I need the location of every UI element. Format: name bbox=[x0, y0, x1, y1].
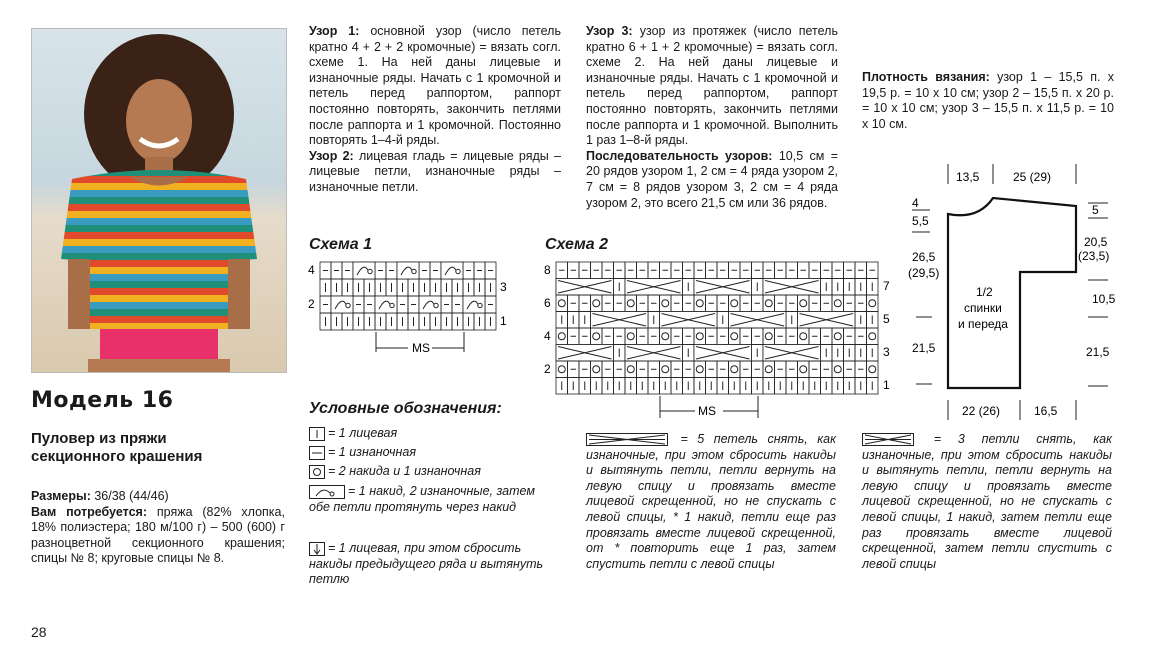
dim-top-right: 25 (29) bbox=[1013, 170, 1052, 184]
dim-bottom-left: 22 (26) bbox=[962, 404, 1001, 418]
legend-text-knit: = 1 лицевая bbox=[328, 426, 398, 440]
schema-1-title: Схема 1 bbox=[309, 236, 373, 253]
schema-2-row-8: 8 bbox=[544, 263, 551, 277]
schema-1-row-4: 4 bbox=[308, 263, 315, 277]
dim-top-left: 13,5 bbox=[956, 170, 980, 184]
center-label-2: спинки bbox=[964, 301, 1002, 315]
schema-2-title: Схема 2 bbox=[545, 236, 609, 253]
dim-right-5: 5 bbox=[1092, 203, 1099, 217]
pattern-3-text: узор из протяжек (число петель кратно 6 + 1 + 2 кромочные) = вязать согл. схеме 2. На ней даны лицевые и изнаночные ряды. Начать с 1 кромочной и петель перед раппортом, раппорт постоянно повторять, закончить петлями после раппорта и 1 кромочной. Выполнить 1 раз 1–8-й ряды. bbox=[586, 24, 838, 148]
five-stitch-cross-icon bbox=[586, 433, 668, 446]
page-number: 28 bbox=[31, 624, 47, 640]
legend-five-text: = 5 петель снять, как изнаночные, при этом сбросить накиды и вытянуть петли, петли вернуть на левую спицу и провязать вместе лицевой скрещенной, но не спускать с левой спицы, * 1 накид, петли еще раз провязать вместе лицевой скрещенной, от * повторить еще 1 раз, затем спустить петли с левой спицы bbox=[586, 432, 836, 571]
sizes-value: 36/38 (44/46) bbox=[94, 489, 169, 503]
needs-value: пряжа (82% хлопка, 18% полиэстера; 180 м/100 г) – 500 (600) г разноцветной секционного крашения; спицы № 8; круговые спицы № 8. bbox=[31, 504, 285, 566]
schema-1-row-2: 2 bbox=[308, 297, 315, 311]
schema-1-chart bbox=[304, 258, 514, 362]
pattern-3-text-block bbox=[586, 24, 838, 211]
dim-left-265: 26,5 bbox=[912, 250, 936, 264]
schema-2-row-2: 2 bbox=[544, 362, 551, 376]
sequence-text: 10,5 см = 20 рядов узором 1, 2 см = 4 ряда узором 2, 7 см = 8 рядов узором 3, 2 см = 4 ряда узором 2, это всего 21,5 см или 36 рядов. bbox=[586, 148, 838, 210]
legend-item-drop bbox=[309, 541, 559, 588]
double-yarn-over-icon bbox=[309, 465, 325, 479]
dim-right-105: 10,5 bbox=[1092, 292, 1116, 306]
legend-five-stitches bbox=[586, 432, 836, 572]
sizes-block bbox=[31, 489, 285, 567]
legend-title: Условные обозначения: bbox=[309, 400, 502, 417]
sequence-label: Последовательность узоров: bbox=[586, 148, 773, 163]
legend-text-purl: = 1 изнаночная bbox=[328, 445, 417, 459]
legend-text-drop: = 1 лицевая, при этом сбросить накиды предыдущего ряда и вытянуть петлю bbox=[309, 541, 544, 587]
model-title: Модель 16 bbox=[31, 388, 174, 413]
schema-2-row-5: 5 bbox=[883, 312, 890, 326]
legend-item-yo bbox=[309, 464, 559, 480]
schema-1-ms: MS bbox=[412, 341, 430, 355]
legend-item-pass bbox=[309, 484, 559, 515]
dim-right-205: 20,5 bbox=[1084, 235, 1108, 249]
knit-symbol-icon bbox=[309, 427, 325, 441]
dim-bottom-right: 16,5 bbox=[1034, 404, 1058, 418]
pattern-3-label: Узор 3: bbox=[586, 24, 633, 38]
density-block bbox=[862, 24, 1114, 132]
schema-2-ms: MS bbox=[698, 404, 716, 418]
dim-left-55: 5,5 bbox=[912, 214, 929, 228]
pattern-1-text: основной узор (число петель кратно 4 + 2 + 2 кромочные) = вязать согл. схеме 1. На ней даны лицевые и изнаночные ряды. Начать с 1 кромочной и петель перед раппортом, раппорт постоянно повторять, закончить петлями после раппорта и 1 кромочной. Постоянно повторять 1–4-й ряды. bbox=[309, 24, 561, 148]
dim-left-215: 21,5 bbox=[912, 341, 936, 355]
three-stitch-cross-icon bbox=[862, 433, 914, 446]
purl-symbol-icon bbox=[309, 446, 325, 460]
schema-2-row-4: 4 bbox=[544, 329, 551, 343]
density-text: узор 1 – 15,5 п. х 19,5 р. = 10 х 10 см; узор 2 – 15,5 п. х 20 р. = 10 х 10 см; узор 3 – 15,5 п. х 11,5 р. = 10 х 10 см. bbox=[862, 70, 1114, 131]
schema-1-row-1: 1 bbox=[500, 314, 507, 328]
density-label: Плотность вязания: bbox=[862, 70, 990, 84]
dim-left-295: (29,5) bbox=[908, 266, 940, 280]
schema-1-row-3: 3 bbox=[500, 280, 507, 294]
dim-left-4: 4 bbox=[912, 196, 919, 210]
legend-item-purl bbox=[309, 445, 559, 461]
legend-text-yo: = 2 накида и 1 изнаночная bbox=[328, 464, 481, 478]
schema-2-row-3: 3 bbox=[883, 345, 890, 359]
pattern-2-label: Узор 2: bbox=[309, 148, 354, 163]
schema-2-row-7: 7 bbox=[883, 279, 890, 293]
legend-text-pass: = 1 накид, 2 изнаночные, затем обе петли протянуть через накид bbox=[309, 484, 535, 514]
legend-three-text: = 3 петли снять, как изнаночные, при этом сбросить накиды и вытянуть петли, петли вернуть на левую спицу и провязать вместе лицевой скрещенной, но не спускать с левой спицы, 1 накид, затем петли еще раз провязать вместе лицевой скрещенной, затем петли спустить с левой спицы bbox=[862, 432, 1112, 571]
center-label-1: 1/2 bbox=[976, 285, 993, 299]
needs-label: Вам потребуется: bbox=[31, 504, 147, 519]
dim-right-215: 21,5 bbox=[1086, 345, 1110, 359]
model-photo bbox=[31, 28, 287, 373]
legend-three-stitches bbox=[862, 432, 1112, 572]
drop-arrow-icon bbox=[309, 542, 325, 556]
garment-diagram bbox=[898, 162, 1138, 424]
schema-2-chart bbox=[540, 258, 900, 424]
center-label-3: и переда bbox=[958, 317, 1008, 331]
pattern-1-2-text bbox=[309, 24, 561, 196]
model-subtitle: Пуловер из пряжи секционного крашения bbox=[31, 430, 203, 465]
dim-right-235: (23,5) bbox=[1078, 249, 1110, 263]
sizes-label: Размеры: bbox=[31, 489, 91, 503]
pattern-1-label: Узор 1: bbox=[309, 24, 360, 38]
schema-2-row-1: 1 bbox=[883, 378, 890, 392]
legend-item-knit bbox=[309, 426, 559, 442]
pass-over-arc-icon bbox=[309, 485, 345, 499]
schema-2-row-6: 6 bbox=[544, 296, 551, 310]
pattern-2-text: лицевая гладь = лицевые ряды – лицевые петли, изнаночные ряды – изнаночные петли. bbox=[309, 148, 561, 194]
